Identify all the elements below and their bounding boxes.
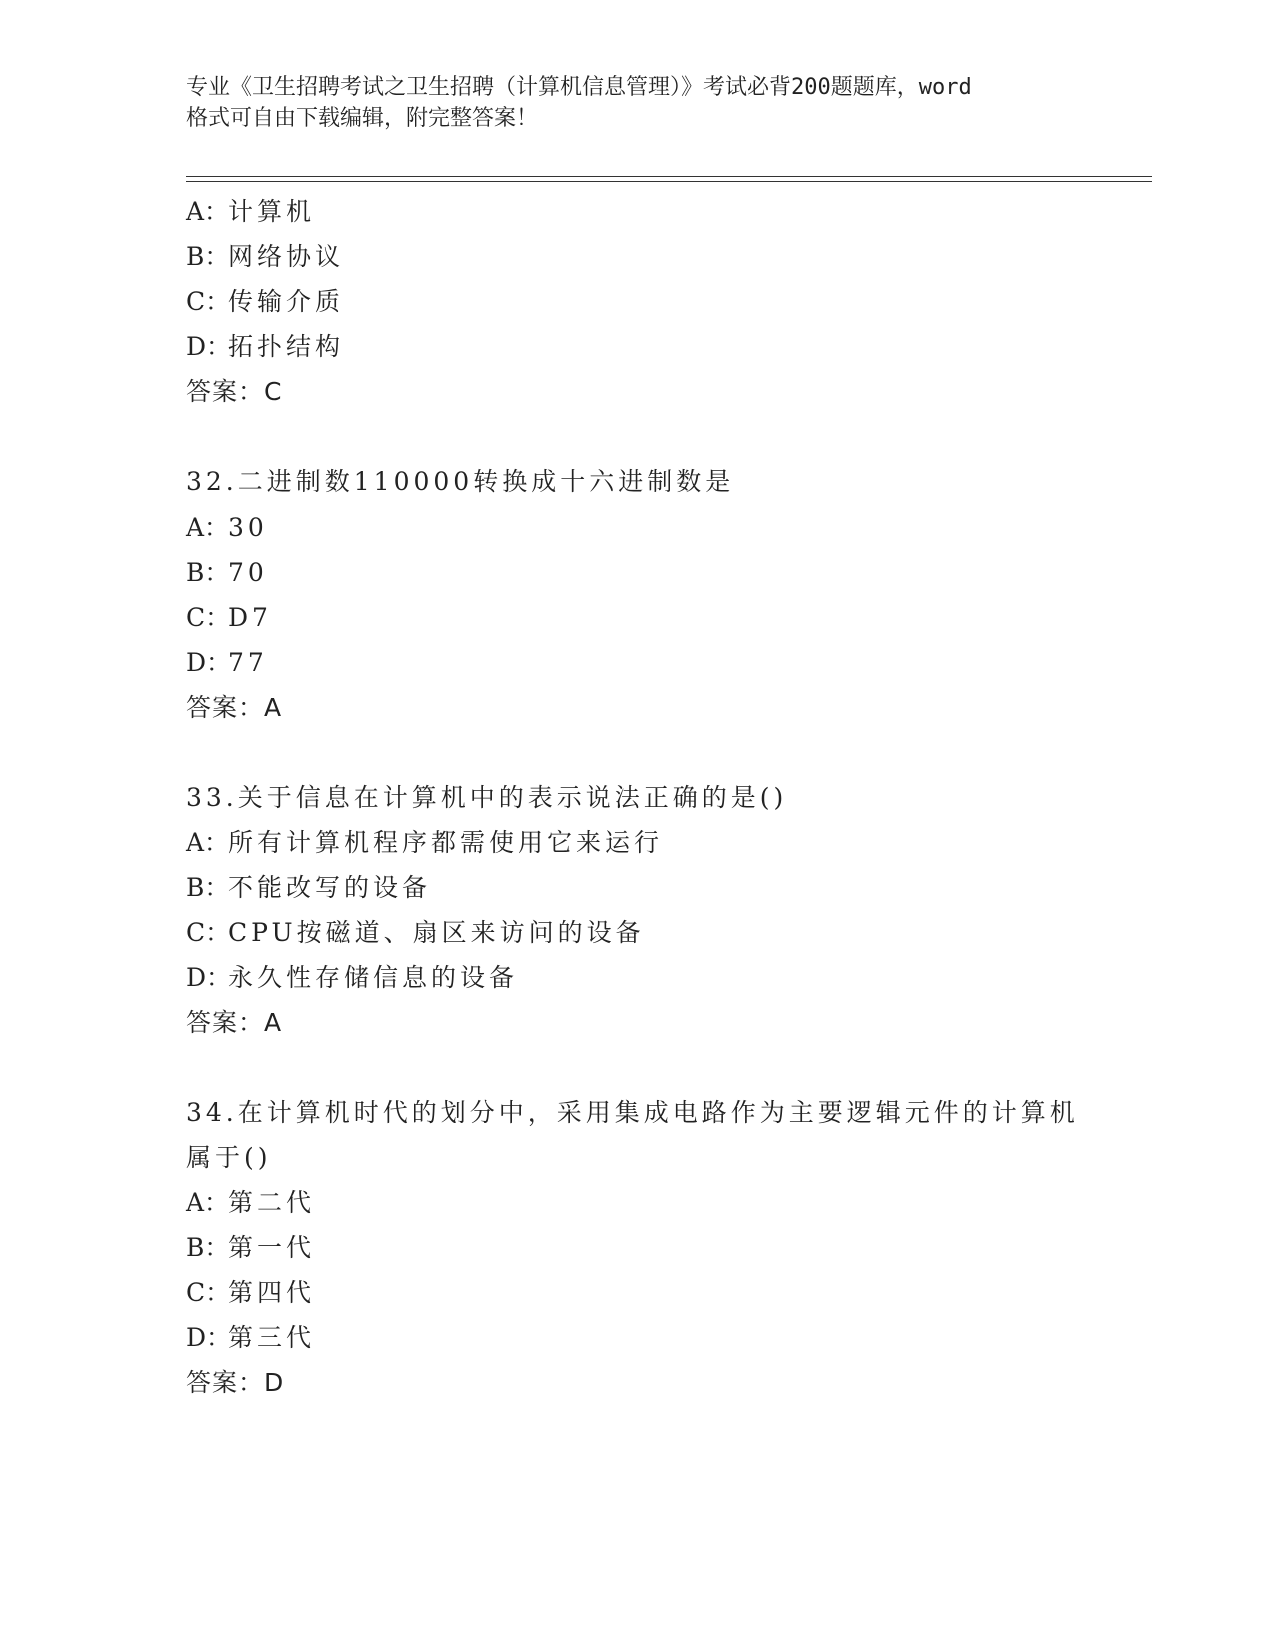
document-header bbox=[186, 72, 1106, 134]
q33-answer: 答案：A bbox=[186, 1008, 283, 1037]
q31-option-d bbox=[186, 327, 344, 363]
option-text: 传输介质 bbox=[228, 287, 345, 316]
option-text: 第四代 bbox=[228, 1278, 316, 1307]
q32-option-b bbox=[186, 553, 268, 589]
option-label: D： bbox=[186, 963, 232, 992]
option-label: B： bbox=[186, 558, 230, 587]
option-text: 不能改写的设备 bbox=[228, 873, 432, 902]
option-text: 所有计算机程序都需使用它来运行 bbox=[228, 828, 664, 857]
option-label: B： bbox=[186, 242, 230, 271]
q34-answer: 答案：D bbox=[186, 1368, 285, 1397]
q32-question: 32.二进制数110000转换成十六进制数是 bbox=[186, 467, 735, 496]
option-text: 第三代 bbox=[228, 1323, 316, 1352]
q31-option-b bbox=[186, 237, 344, 273]
option-label: C： bbox=[186, 287, 231, 316]
option-text: 77 bbox=[228, 648, 268, 677]
option-text: 计算机 bbox=[228, 197, 316, 226]
option-label: B： bbox=[186, 873, 230, 902]
option-label: D： bbox=[186, 332, 232, 361]
option-label: A： bbox=[186, 1188, 230, 1217]
option-text: 30 bbox=[228, 513, 268, 542]
header-line-1: 专业《卫生招聘考试之卫生招聘（计算机信息管理）》考试必背200题题库，word bbox=[186, 75, 972, 100]
option-label: D： bbox=[186, 648, 232, 677]
q34-option-a bbox=[186, 1183, 315, 1219]
header-divider-bottom bbox=[186, 181, 1152, 182]
option-text: 第一代 bbox=[228, 1233, 316, 1262]
option-label: A： bbox=[186, 828, 230, 857]
q34-option-b bbox=[186, 1228, 315, 1264]
option-text: CPU按磁道、扇区来访问的设备 bbox=[228, 918, 645, 947]
option-label: C： bbox=[186, 603, 231, 632]
q33-question: 33.关于信息在计算机中的表示说法正确的是() bbox=[186, 783, 788, 812]
q34-option-c bbox=[186, 1273, 315, 1309]
option-label: C： bbox=[186, 918, 231, 947]
q31-option-c bbox=[186, 282, 344, 318]
q31-option-a bbox=[186, 192, 315, 228]
option-text: 第二代 bbox=[228, 1188, 316, 1217]
q33-option-b bbox=[186, 868, 431, 904]
option-label: B： bbox=[186, 1233, 230, 1262]
q31-answer: 答案：C bbox=[186, 377, 283, 406]
option-text: 70 bbox=[228, 558, 268, 587]
option-text: D7 bbox=[228, 603, 272, 632]
option-label: A： bbox=[186, 197, 230, 226]
q33-option-c bbox=[186, 913, 645, 949]
header-divider-top bbox=[186, 176, 1152, 177]
q34-option-d bbox=[186, 1318, 315, 1354]
q34-question-line-1: 34.在计算机时代的划分中，采用集成电路作为主要逻辑元件的计算机 bbox=[186, 1098, 1079, 1127]
option-label: A： bbox=[186, 513, 230, 542]
q33-option-d bbox=[186, 958, 518, 994]
option-text: 拓扑结构 bbox=[228, 332, 345, 361]
q32-option-d bbox=[186, 643, 268, 679]
q32-option-c bbox=[186, 598, 272, 634]
option-text: 永久性存储信息的设备 bbox=[228, 963, 519, 992]
option-text: 网络协议 bbox=[228, 242, 345, 271]
q34-question-line-2: 属于() bbox=[186, 1143, 272, 1172]
option-label: D： bbox=[186, 1323, 232, 1352]
q32-answer: 答案：A bbox=[186, 693, 283, 722]
q32-option-a bbox=[186, 508, 268, 544]
header-line-2: 格式可自由下载编辑，附完整答案！ bbox=[186, 106, 539, 131]
option-label: C： bbox=[186, 1278, 231, 1307]
q33-option-a bbox=[186, 823, 663, 859]
